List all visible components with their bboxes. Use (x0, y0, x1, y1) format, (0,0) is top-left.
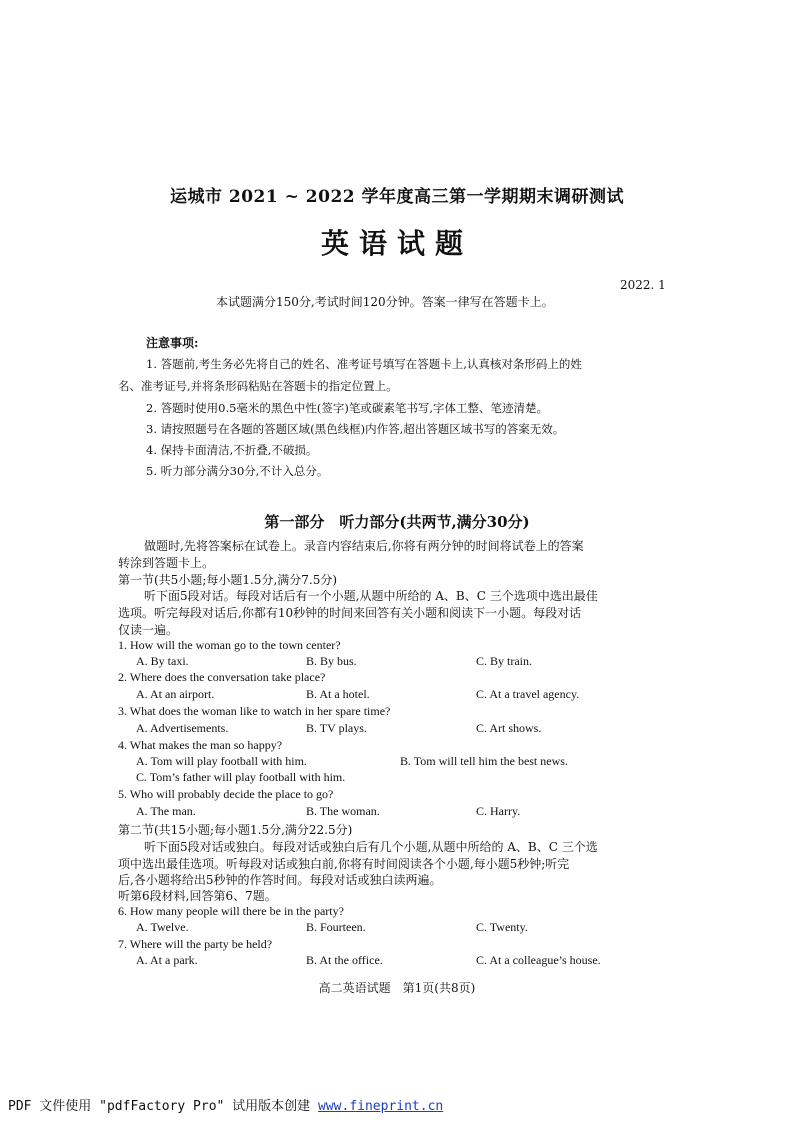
part-title: 第一部分 听力部分(共两节,满分30分) (264, 513, 530, 531)
notice-item: 3. 请按照题号在各题的答题区域(黑色线框)内作答,超出答题区域书写的答案无效。 (146, 422, 565, 436)
question-stem: 7. Where will the party be held? (118, 937, 273, 951)
option-b: B. At a hotel. (306, 687, 370, 701)
option-b: B. The woman. (306, 804, 380, 818)
section-instructions: 听下面5段对话或独白。每段对话或独白后有几个小题,从题中所给的 A、B、C 三个选 (144, 840, 598, 854)
option-c: C. Harry. (476, 804, 521, 818)
question-stem: 5. Who will probably decide the place to go? (118, 787, 334, 801)
option-c: C. Art shows. (476, 721, 542, 735)
option-a: A. At an airport. (136, 687, 215, 701)
question-stem: 3. What does the woman like to watch in her spare time? (118, 704, 391, 718)
option-a: A. Tom will play football with him. (136, 754, 307, 768)
option-c: C. By train. (476, 654, 532, 668)
option-a: A. At a park. (136, 953, 198, 967)
option-b: B. By bus. (306, 654, 357, 668)
section-instructions: 听下面5段对话。每段对话后有一个小题,从题中所给的 A、B、C 三个选项中选出最佳 (144, 589, 598, 603)
notice-item: 名、准考证号,并将条形码粘贴在答题卡的指定位置上。 (118, 379, 398, 393)
part-instructions: 转涂到答题卡上。 (118, 556, 215, 570)
material-note: 听第6段材料,回答第6、7题。 (118, 889, 277, 903)
section-title: 第二节(共15小题;每小题1.5分,满分22.5分) (118, 823, 353, 837)
option-b: B. Fourteen. (306, 920, 366, 934)
pdf-creator-notice (8, 1095, 443, 1114)
option-c: C. At a colleague’s house. (476, 953, 601, 967)
question-stem: 2. Where does the conversation take place? (118, 670, 326, 684)
option-a: A. Advertisements. (136, 721, 229, 735)
exam-date: 2022. 1 (620, 278, 666, 292)
option-a: A. By taxi. (136, 654, 189, 668)
section-instructions: 后,各小题将给出5秒钟的作答时间。每段对话或独白读两遍。 (118, 873, 442, 887)
page-footer: 高二英语试题 第1页(共8页) (318, 981, 476, 995)
exam-intro: 本试题满分150分,考试时间120分钟。答案一律写在答题卡上。 (216, 295, 554, 309)
section-title: 第一节(共5小题;每小题1.5分,满分7.5分) (118, 573, 338, 587)
exam-subject: 英语试题 (320, 227, 473, 260)
option-c: C. At a travel agency. (476, 687, 580, 701)
section-instructions: 仅读一遍。 (118, 623, 179, 637)
notice-item: 2. 答题时使用0.5毫米的黑色中性(签字)笔或碳素笔书写,字体工整、笔迹清楚。 (146, 401, 549, 415)
question-stem: 1. How will the woman go to the town center? (118, 638, 341, 652)
option-c: C. Tom’s father will play football with him. (136, 770, 346, 784)
option-b: B. Tom will tell him the best news. (400, 754, 568, 768)
exam-title: 运城市 2021 ~ 2022 学年度高三第一学期期末调研测试 (169, 187, 625, 207)
option-a: A. Twelve. (136, 920, 189, 934)
section-instructions: 选项。听完每段对话后,你都有10秒钟的时间来回答有关小题和阅读下一小题。每段对话 (118, 606, 582, 620)
question-stem: 6. How many people will there be in the party? (118, 904, 344, 918)
notice-title: 注意事项: (146, 336, 199, 350)
option-b: B. TV plays. (306, 721, 367, 735)
part-instructions: 做题时,先将答案标在试卷上。录音内容结束后,你将有两分钟的时间将试卷上的答案 (144, 539, 584, 553)
question-stem: 4. What makes the man so happy? (118, 738, 283, 752)
notice-item: 5. 听力部分满分30分,不计入总分。 (146, 464, 329, 478)
pdf-creator-link[interactable]: www.fineprint.cn (318, 1099, 444, 1114)
section-instructions: 项中选出最佳选项。听每段对话或独白前,你将有时间阅读各个小题,每小题5秒钟;听完 (118, 857, 570, 871)
notice-item: 4. 保持卡面清洁,不折叠,不破损。 (146, 443, 318, 457)
option-b: B. At the office. (306, 953, 383, 967)
option-c: C. Twenty. (476, 920, 528, 934)
pdf-creator-text: PDF 文件使用 "pdfFactory Pro" 试用版本创建 (8, 1099, 319, 1114)
option-a: A. The man. (136, 804, 196, 818)
notice-item: 1. 答题前,考生务必先将自己的姓名、准考证号填写在答题卡上,认真核对条形码上的姓 (146, 357, 582, 371)
